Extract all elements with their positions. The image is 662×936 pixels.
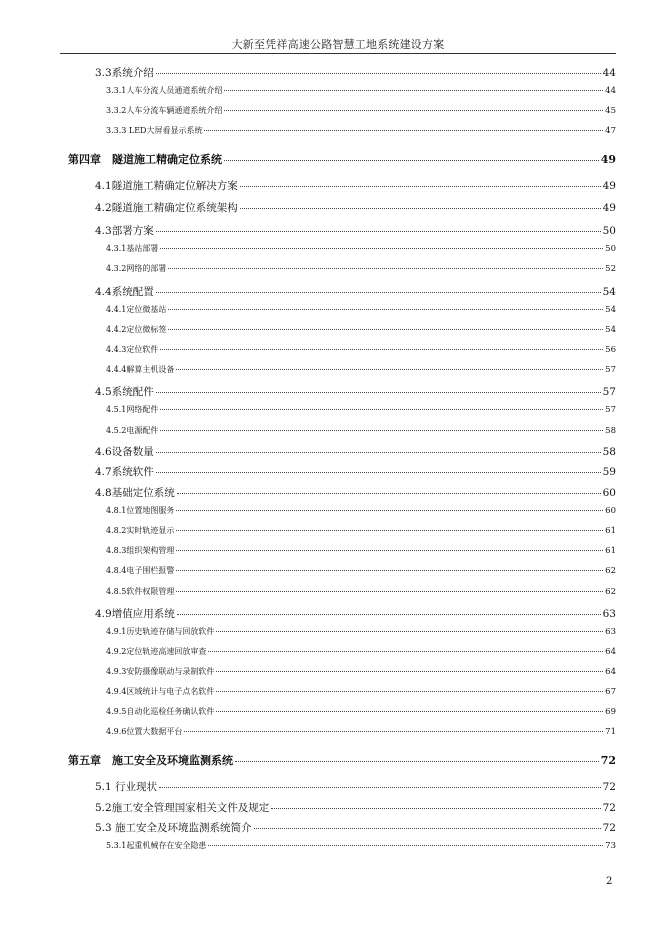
toc-entry-label: 4.9.2定位轨迹高速回放审查 [106,647,207,656]
toc-dot-leader [176,530,603,531]
toc-dot-leader [168,268,603,269]
toc-entry-page: 57 [605,405,616,415]
toc-entry-label: 4.7系统软件 [95,466,154,478]
toc-entry-label: 4.4.1定位微基站 [106,305,167,314]
toc-dot-leader [156,292,601,293]
toc-entry-label: 第五章 施工安全及环境监测系统 [68,754,233,767]
toc-entry-page: 58 [602,446,616,458]
toc-entry-label: 5.3 施工安全及环境监测系统简介 [95,822,252,834]
toc-dot-leader [156,73,601,74]
toc-entry[interactable] [68,485,616,500]
toc-entry-page: 61 [605,526,616,536]
toc-entry-label: 3.3.2人车分流车辆通道系统介绍 [106,106,223,115]
toc-entry[interactable] [68,706,616,717]
toc-dot-leader [204,130,603,131]
toc-entry[interactable] [68,646,616,657]
toc-entry-page: 49 [600,153,616,166]
toc-dot-leader [176,550,603,551]
toc-entry-page: 50 [605,244,616,254]
toc-entry[interactable] [68,779,616,794]
toc-dot-leader [208,845,603,846]
toc-entry-label: 4.8.3组织架构管理 [106,546,175,555]
toc-dot-leader [216,631,603,632]
toc-entry-label: 4.3.1基站部署 [106,244,159,253]
toc-entry[interactable] [68,404,616,415]
toc-dot-leader [160,349,603,350]
toc-dot-leader [160,248,603,249]
toc-entry-page: 72 [600,754,616,767]
toc-entry-label: 4.9.5自动化巡检任务确认软件 [106,707,215,716]
toc-entry[interactable] [68,666,616,677]
toc-entry-page: 59 [602,466,616,478]
toc-entry[interactable] [68,178,616,193]
toc-entry-page: 58 [605,426,616,436]
toc-dot-leader [224,160,599,161]
toc-dot-leader [159,787,601,788]
toc-entry-page: 62 [605,566,616,576]
toc-entry-label: 4.5.2电源配件 [106,426,159,435]
toc-entry-label: 4.4.4解算主机设备 [106,365,175,374]
toc-entry-label: 第四章 隧道施工精确定位系统 [68,153,222,166]
toc-dot-leader [176,510,603,511]
toc-entry-page: 69 [605,707,616,717]
toc-dot-leader [224,110,603,111]
toc-dot-leader [156,231,601,232]
toc-entry-label: 4.9.1历史轨迹存储与回放软件 [106,627,215,636]
toc-entry[interactable] [68,525,616,536]
toc-dot-leader [177,614,601,615]
toc-dot-leader [176,591,603,592]
toc-entry-label: 4.6设备数量 [95,446,154,458]
toc-entry[interactable] [68,284,616,299]
toc-entry[interactable] [68,151,616,167]
toc-dot-leader [271,808,600,809]
header-rule [60,53,616,54]
toc-entry-label: 4.8.4电子围栏报警 [106,566,175,575]
toc-dot-leader [224,90,603,91]
toc-entry[interactable] [68,200,616,215]
toc-dot-leader [156,392,601,393]
toc-dot-leader [208,651,603,652]
toc-dot-leader [160,430,603,431]
toc-entry[interactable] [68,85,616,96]
toc-entry[interactable] [68,726,616,737]
toc-entry[interactable] [68,384,616,399]
toc-entry-page: 57 [602,386,616,398]
toc-entry[interactable] [68,125,616,136]
toc-entry-label: 4.2隧道施工精确定位系统架构 [95,202,238,214]
toc-entry-label: 5.1 行业现状 [95,781,158,793]
toc-entry[interactable] [68,626,616,637]
toc-entry[interactable] [68,304,616,315]
toc-entry[interactable] [68,586,616,597]
toc-entry-page: 63 [602,608,616,620]
toc-entry-label: 4.1隧道施工精确定位解决方案 [95,180,238,192]
toc-entry[interactable] [68,545,616,556]
toc-entry-page: 71 [605,727,616,737]
toc-dot-leader [156,452,601,453]
toc-entry[interactable] [68,752,616,768]
toc-entry-page: 72 [602,822,616,834]
toc-entry-label: 4.5.1网络配件 [106,405,159,414]
toc-entry-label: 4.9.3安防摄像联动与录制软件 [106,667,215,676]
toc-entry[interactable] [68,243,616,254]
toc-entry-page: 49 [602,180,616,192]
toc-entry-page: 44 [605,86,616,96]
toc-entry-label: 4.3.2网络的部署 [106,264,167,273]
toc-entry[interactable] [68,344,616,355]
toc-entry-page: 56 [605,345,616,355]
toc-dot-leader [177,493,601,494]
toc-entry-label: 4.8基础定位系统 [95,487,175,499]
toc-entry[interactable] [68,324,616,335]
toc-entry-page: 54 [605,305,616,315]
toc-entry[interactable] [68,65,616,80]
toc-entry-page: 49 [602,202,616,214]
toc-entry-page: 61 [605,546,616,556]
toc-dot-leader [254,828,601,829]
toc-dot-leader [240,186,601,187]
toc-dot-leader [176,570,603,571]
toc-entry-label: 4.9增值应用系统 [95,608,175,620]
toc-entry-label: 5.3.1起重机械存在安全隐患 [106,841,207,850]
toc-entry[interactable] [68,606,616,621]
page-number: 2 [606,876,613,887]
toc-entry[interactable] [68,565,616,576]
toc-dot-leader [156,472,601,473]
toc-entry[interactable] [68,686,616,697]
toc-entry-label: 4.4系统配置 [95,286,154,298]
toc-entry[interactable] [68,105,616,116]
toc-dot-leader [235,761,599,762]
toc-entry-label: 4.8.1位置地图服务 [106,506,175,515]
page-header: 大新至凭祥高速公路智慧工地系统建设方案 [231,38,445,51]
toc-dot-leader [168,309,603,310]
toc-entry-page: 62 [605,587,616,597]
toc-entry-page: 52 [605,264,616,274]
toc-entry[interactable] [68,800,616,815]
toc-entry-label: 4.4.2定位微标签 [106,325,167,334]
toc-entry-label: 4.8.5软件权限管理 [106,587,175,596]
toc-entry-label: 4.3部署方案 [95,225,154,237]
toc-dot-leader [216,671,603,672]
toc-entry-label: 4.9.6位置大数据平台 [106,727,183,736]
toc-entry[interactable] [68,444,616,459]
toc-entry-label: 5.2施工安全管理国家相关文件及规定 [95,802,270,814]
toc-entry-page: 63 [605,627,616,637]
toc-dot-leader [216,711,603,712]
toc-entry-label: 3.3.1人车分流人员通道系统介绍 [106,86,223,95]
toc-dot-leader [216,691,603,692]
toc-entry-page: 54 [605,325,616,335]
toc-dot-leader [240,208,601,209]
toc-entry-page: 64 [605,667,616,677]
toc-entry[interactable] [68,364,616,375]
toc-entry-page: 72 [602,802,616,814]
toc-entry-page: 50 [602,225,616,237]
toc-entry[interactable] [68,505,616,516]
toc-entry-label: 4.9.4区域统计与电子点名软件 [106,687,215,696]
toc-entry-page: 60 [602,487,616,499]
toc-entry-page: 67 [605,687,616,697]
toc-entry-page: 73 [605,841,616,851]
toc-entry-label: 3.3.3 LED大屏看显示系统 [106,126,203,135]
toc-entry-label: 4.4.3定位软件 [106,345,159,354]
toc-entry-page: 47 [605,126,616,136]
toc-entry[interactable] [68,464,616,479]
toc-entry-page: 72 [602,781,616,793]
toc-entry-label: 4.5系统配件 [95,386,154,398]
toc-entry[interactable] [68,263,616,274]
toc-dot-leader [168,329,603,330]
toc-dot-leader [184,731,603,732]
toc-entry-label: 3.3系统介绍 [95,67,154,79]
toc-entry-page: 57 [605,365,616,375]
toc-entry-page: 60 [605,506,616,516]
toc-entry-page: 45 [605,106,616,116]
toc-entry[interactable] [68,820,616,835]
toc-entry-page: 64 [605,647,616,657]
toc-entry-page: 54 [602,286,616,298]
toc-entry[interactable] [68,425,616,436]
toc-entry-page: 44 [602,67,616,79]
toc-dot-leader [160,409,603,410]
toc-entry[interactable] [68,223,616,238]
toc-entry-label: 4.8.2实时轨迹显示 [106,526,175,535]
toc-dot-leader [176,369,603,370]
toc-entry[interactable] [68,840,616,851]
